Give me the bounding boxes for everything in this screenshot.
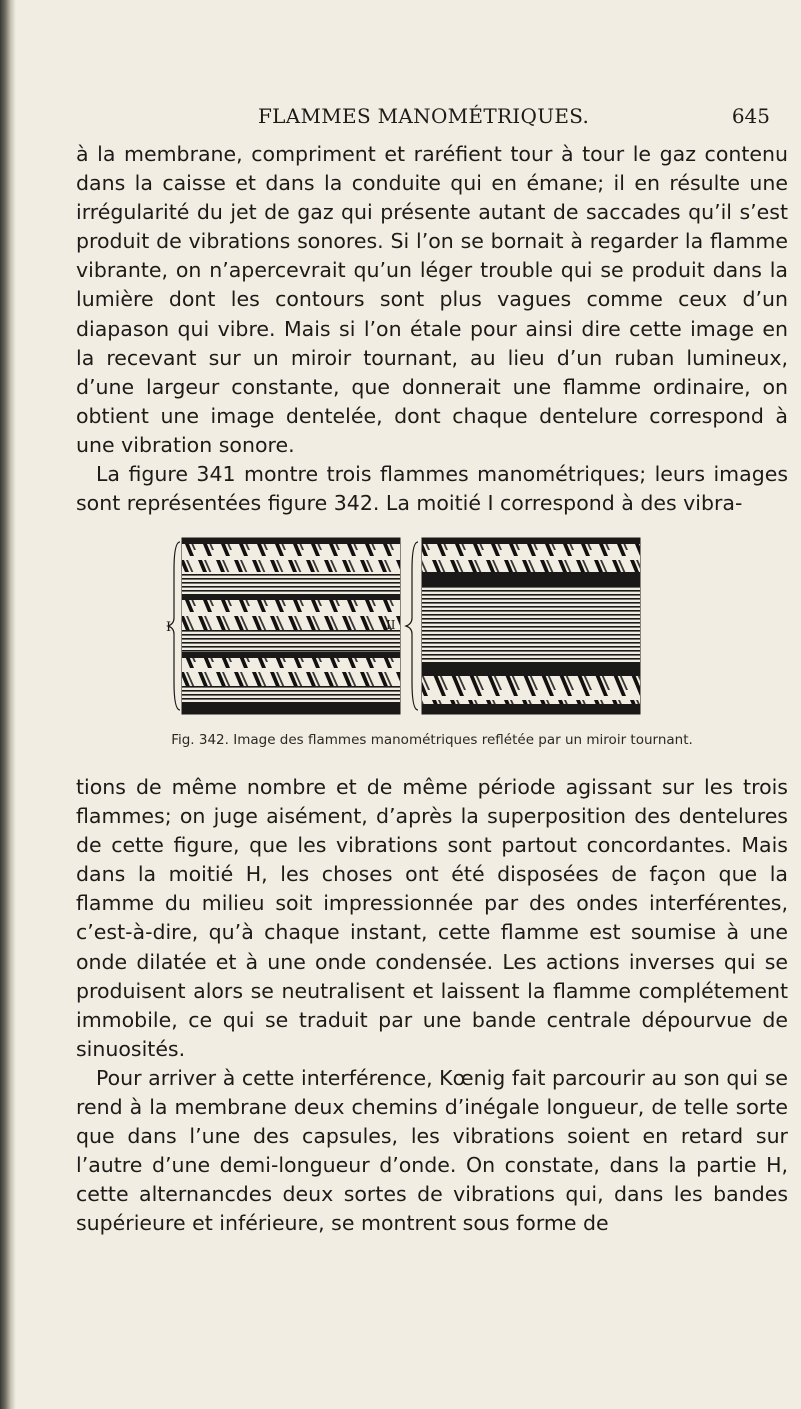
figure-342	[160, 530, 660, 722]
page-number: 645	[731, 104, 770, 128]
flame-image-drawing	[160, 530, 660, 722]
figure-label-II: II	[386, 618, 396, 632]
paragraph: Pour arriver à cette interférence, Kœnig fait parcourir au son qui se rend à la membrane deux chemins d’inégale longueur, de telle sorte que dans l’une des capsules, les vibrations soient en retard sur l’autre d’une demi-longueur d’onde. On constate, dans la partie H, cette alternancdes deux sortes de vibrations qui, dans les bandes supérieure et inférieure, se montrent sous forme de	[76, 1065, 788, 1236]
figure-label-I: I	[166, 620, 172, 635]
figure-caption: Fig. 342. Image des flammes manométriques reflétée par un miroir tournant.	[171, 732, 693, 748]
body-text-bottom	[76, 773, 788, 1239]
paragraph: tions de même nombre et de même période agissant sur les trois flammes; on juge aisément, d’après la superposition des dentelures de cette figure, que les vibrations sont partout concordantes. Mais dans la moitié H, les choses ont été disposées de façon que la flamme du milieu soit impressionnée par des ondes interférentes, c’est-à-dire, qu’à chaque instant, cette flamme est soumise à une onde dilatée et à une onde condensée. Les actions inverses qui se produisent alors se neutralisent et laissent la flamme complétement immobile, ce qui se traduit par une bande centrale dépourvue de sinuosités.	[76, 775, 788, 1061]
paragraph: à la membrane, compriment et raréfient tour à tour le gaz contenu dans la caisse et dans la conduite qui en émane; il en résulte une irrégularité du jet de gaz qui présente autant de saccades qu’il s’est produit de vibrations sonores. Si l’on se bornait à regarder la flamme vibrante, on n’apercevrait qu’un léger trouble qui se produit dans la lumière dont les contours sont plus vagues comme ceux d’un diapason qui vibre. Mais si l’on étale pour ainsi dire cette image en la recevant sur un miroir tournant, au lieu d’un ruban lumineux, d’une largeur constante, que donnerait une flamme ordinaire, on obtient une image dentelée, dont chaque dentelure correspond à une vibration sonore.	[76, 142, 788, 457]
page-header	[80, 104, 780, 134]
page-edge-shadow	[0, 0, 16, 1409]
running-title: FLAMMES MANOMÉTRIQUES.	[258, 104, 590, 128]
paragraph: La figure 341 montre trois flammes manométriques; leurs images sont représentées figure 342. La moitié I correspond à des vibra-	[76, 462, 788, 516]
half-I-bands	[168, 538, 400, 714]
half-II-bands	[406, 538, 640, 714]
body-text-top	[76, 140, 788, 518]
